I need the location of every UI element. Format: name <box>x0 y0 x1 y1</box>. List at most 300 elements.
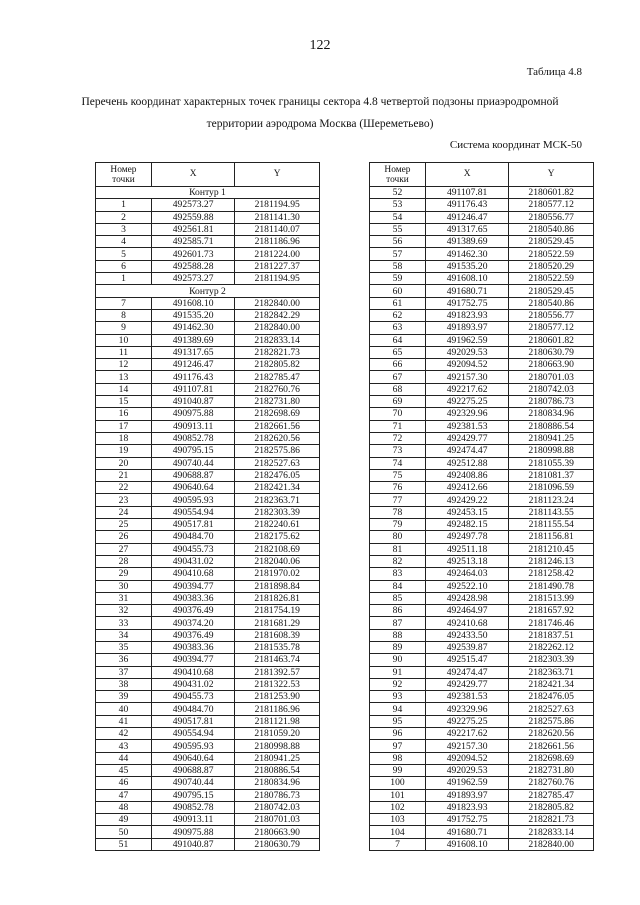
x-coordinate-cell: 491752.75 <box>425 814 508 826</box>
y-coordinate-cell: 2181194.95 <box>235 199 320 211</box>
point-number-cell: 65 <box>370 346 426 358</box>
y-coordinate-cell: 2182363.71 <box>509 666 594 678</box>
table-row <box>96 592 320 604</box>
x-coordinate-cell: 490455.73 <box>151 543 234 555</box>
x-coordinate-cell: 490975.88 <box>151 826 234 838</box>
x-coordinate-cell: 490795.15 <box>151 445 234 457</box>
table-row <box>370 691 594 703</box>
table-row <box>96 777 320 789</box>
table-row <box>370 801 594 813</box>
point-number-cell: 58 <box>370 260 426 272</box>
point-number-cell: 41 <box>96 715 152 727</box>
point-number-cell: 7 <box>96 297 152 309</box>
x-coordinate-cell: 490688.87 <box>151 764 234 776</box>
table-row <box>370 223 594 235</box>
y-coordinate-cell: 2182575.86 <box>509 715 594 727</box>
point-number-cell: 73 <box>370 445 426 457</box>
table-row <box>370 482 594 494</box>
x-coordinate-cell: 492429.77 <box>425 678 508 690</box>
y-coordinate-cell: 2180540.86 <box>509 297 594 309</box>
x-coordinate-cell: 491462.30 <box>425 248 508 260</box>
table-row <box>96 728 320 740</box>
table-row <box>370 322 594 334</box>
table-row <box>96 309 320 321</box>
y-coordinate-cell: 2181194.95 <box>235 273 320 285</box>
x-coordinate-cell: 490376.49 <box>151 605 234 617</box>
y-coordinate-cell: 2181754.19 <box>235 605 320 617</box>
y-coordinate-cell: 2182731.80 <box>235 396 320 408</box>
y-coordinate-cell: 2180520.29 <box>509 260 594 272</box>
y-coordinate-cell: 2181392.57 <box>235 666 320 678</box>
point-number-cell: 84 <box>370 580 426 592</box>
table-row <box>370 334 594 346</box>
point-number-cell: 31 <box>96 592 152 604</box>
x-coordinate-cell: 492573.27 <box>151 199 234 211</box>
x-coordinate-cell: 492474.47 <box>425 445 508 457</box>
y-coordinate-cell: 2182805.82 <box>509 801 594 813</box>
coordinates-table-left <box>95 162 320 851</box>
y-coordinate-cell: 2181898.84 <box>235 580 320 592</box>
x-coordinate-cell: 490374.20 <box>151 617 234 629</box>
point-number-cell: 97 <box>370 740 426 752</box>
y-coordinate-cell: 2181535.78 <box>235 641 320 653</box>
y-coordinate-cell: 2182575.86 <box>235 445 320 457</box>
table-row <box>96 617 320 629</box>
point-number-cell: 28 <box>96 555 152 567</box>
point-number-cell: 101 <box>370 789 426 801</box>
x-coordinate-cell: 492381.53 <box>425 420 508 432</box>
point-number-cell: 40 <box>96 703 152 715</box>
table-row <box>370 445 594 457</box>
x-coordinate-cell: 492410.68 <box>425 617 508 629</box>
point-number-cell: 24 <box>96 506 152 518</box>
y-coordinate-cell: 2181055.39 <box>509 457 594 469</box>
point-number-cell: 2 <box>96 211 152 223</box>
x-coordinate-cell: 492329.96 <box>425 408 508 420</box>
table-row <box>370 432 594 444</box>
y-coordinate-cell: 2180834.96 <box>509 408 594 420</box>
y-coordinate-cell: 2181143.55 <box>509 506 594 518</box>
x-coordinate-cell: 490376.49 <box>151 629 234 641</box>
x-coordinate-cell: 490517.81 <box>151 519 234 531</box>
point-number-cell: 71 <box>370 420 426 432</box>
y-coordinate-cell: 2182240.61 <box>235 519 320 531</box>
point-number-cell: 90 <box>370 654 426 666</box>
table-header-row <box>96 163 320 187</box>
table-row <box>96 469 320 481</box>
point-number-cell: 17 <box>96 420 152 432</box>
y-coordinate-cell: 2182108.69 <box>235 543 320 555</box>
table-body-left <box>96 187 320 851</box>
x-coordinate-cell: 490394.77 <box>151 654 234 666</box>
x-coordinate-cell: 490383.36 <box>151 592 234 604</box>
point-number-cell: 56 <box>370 236 426 248</box>
x-coordinate-cell: 491608.10 <box>425 838 508 850</box>
x-coordinate-cell: 492408.86 <box>425 469 508 481</box>
contour-section-row <box>96 285 320 297</box>
x-coordinate-cell: 490410.68 <box>151 568 234 580</box>
point-number-cell: 72 <box>370 432 426 444</box>
point-number-cell: 75 <box>370 469 426 481</box>
y-coordinate-cell: 2181463.74 <box>235 654 320 666</box>
table-row <box>370 814 594 826</box>
y-coordinate-cell: 2182303.39 <box>509 654 594 666</box>
y-coordinate-cell: 2182661.56 <box>509 740 594 752</box>
x-coordinate-cell: 492429.77 <box>425 432 508 444</box>
x-coordinate-cell: 492157.30 <box>425 371 508 383</box>
x-coordinate-cell: 491389.69 <box>151 334 234 346</box>
column-header-point-number <box>370 163 426 187</box>
x-coordinate-cell: 492601.73 <box>151 248 234 260</box>
point-number-cell: 38 <box>96 678 152 690</box>
table-row <box>370 506 594 518</box>
point-number-cell: 98 <box>370 752 426 764</box>
table-row <box>370 519 594 531</box>
table-row <box>96 408 320 420</box>
point-number-cell: 3 <box>96 223 152 235</box>
y-coordinate-cell: 2182175.62 <box>235 531 320 543</box>
table-row <box>370 592 594 604</box>
table-row <box>370 371 594 383</box>
x-coordinate-cell: 491246.47 <box>425 211 508 223</box>
point-number-cell: 16 <box>96 408 152 420</box>
x-coordinate-cell: 490431.02 <box>151 555 234 567</box>
table-row <box>96 211 320 223</box>
x-coordinate-cell: 492513.18 <box>425 555 508 567</box>
point-number-cell: 23 <box>96 494 152 506</box>
x-coordinate-cell: 490913.11 <box>151 814 234 826</box>
x-coordinate-cell: 490383.36 <box>151 641 234 653</box>
table-row <box>370 764 594 776</box>
table-row <box>96 764 320 776</box>
table-row <box>370 715 594 727</box>
point-number-cell: 33 <box>96 617 152 629</box>
y-coordinate-cell: 2182303.39 <box>235 506 320 518</box>
y-coordinate-cell: 2181140.07 <box>235 223 320 235</box>
y-coordinate-cell: 2180742.03 <box>509 383 594 395</box>
y-coordinate-cell: 2182731.80 <box>509 764 594 776</box>
point-number-cell: 60 <box>370 285 426 297</box>
table-row <box>370 777 594 789</box>
y-coordinate-cell: 2182805.82 <box>235 359 320 371</box>
y-coordinate-cell: 2181155.54 <box>509 519 594 531</box>
y-coordinate-cell: 2181837.51 <box>509 629 594 641</box>
y-coordinate-cell: 2182840.00 <box>235 322 320 334</box>
point-number-cell: 36 <box>96 654 152 666</box>
x-coordinate-cell: 491107.81 <box>151 383 234 395</box>
point-number-cell: 77 <box>370 494 426 506</box>
x-coordinate-cell: 491107.81 <box>425 187 508 199</box>
y-coordinate-cell: 2182842.29 <box>235 309 320 321</box>
table-row <box>96 432 320 444</box>
point-number-cell: 88 <box>370 629 426 641</box>
y-coordinate-cell: 2180522.59 <box>509 248 594 260</box>
point-number-cell: 7 <box>370 838 426 850</box>
table-row <box>370 666 594 678</box>
y-coordinate-cell: 2181322.53 <box>235 678 320 690</box>
y-coordinate-cell: 2181513.99 <box>509 592 594 604</box>
table-row <box>96 740 320 752</box>
table-row <box>96 678 320 690</box>
table-row <box>370 568 594 580</box>
table-row <box>96 199 320 211</box>
table-row <box>370 543 594 555</box>
y-coordinate-cell: 2180577.12 <box>509 199 594 211</box>
point-number-cell: 52 <box>370 187 426 199</box>
x-coordinate-cell: 490740.44 <box>151 777 234 789</box>
point-number-cell: 32 <box>96 605 152 617</box>
x-coordinate-cell: 491752.75 <box>425 297 508 309</box>
column-header-point-number <box>96 163 152 187</box>
point-number-cell: 89 <box>370 641 426 653</box>
table-row <box>96 703 320 715</box>
table-row <box>370 248 594 260</box>
x-coordinate-cell: 490640.64 <box>151 482 234 494</box>
y-coordinate-cell: 2182821.73 <box>235 346 320 358</box>
point-number-cell: 10 <box>96 334 152 346</box>
x-coordinate-cell: 492512.88 <box>425 457 508 469</box>
x-coordinate-cell: 491680.71 <box>425 285 508 297</box>
y-coordinate-cell: 2181253.90 <box>235 691 320 703</box>
point-number-cell: 21 <box>96 469 152 481</box>
y-coordinate-cell: 2181210.45 <box>509 543 594 555</box>
x-coordinate-cell: 491040.87 <box>151 838 234 850</box>
table-row <box>96 506 320 518</box>
point-number-cell: 49 <box>96 814 152 826</box>
x-coordinate-cell: 492429.22 <box>425 494 508 506</box>
table-row <box>96 752 320 764</box>
table-row <box>370 297 594 309</box>
x-coordinate-cell: 491317.65 <box>425 223 508 235</box>
table-row <box>96 715 320 727</box>
y-coordinate-cell: 2181224.00 <box>235 248 320 260</box>
point-number-cell: 50 <box>96 826 152 838</box>
point-number-cell: 94 <box>370 703 426 715</box>
table-row <box>96 457 320 469</box>
y-coordinate-cell: 2180529.45 <box>509 285 594 297</box>
y-coordinate-cell: 2180834.96 <box>235 777 320 789</box>
table-row <box>96 580 320 592</box>
x-coordinate-cell: 490975.88 <box>151 408 234 420</box>
x-coordinate-cell: 491893.97 <box>425 322 508 334</box>
table-row <box>96 346 320 358</box>
point-number-cell: 99 <box>370 764 426 776</box>
coordinates-table-right <box>369 162 594 851</box>
table-row <box>370 494 594 506</box>
table-row <box>96 334 320 346</box>
table-title-line1: Перечень координат характерных точек границы сектора 4.8 четвертой подзоны приаэродромной <box>81 96 559 108</box>
point-number-cell: 1 <box>96 199 152 211</box>
y-coordinate-cell: 2180577.12 <box>509 322 594 334</box>
table-body-right <box>370 187 594 851</box>
table-row <box>370 420 594 432</box>
y-coordinate-cell: 2182262.12 <box>509 641 594 653</box>
x-coordinate-cell: 492094.52 <box>425 359 508 371</box>
table-row <box>370 396 594 408</box>
y-coordinate-cell: 2180998.88 <box>509 445 594 457</box>
table-row <box>370 678 594 690</box>
table-row <box>96 248 320 260</box>
x-coordinate-cell: 491040.87 <box>151 396 234 408</box>
point-number-cell: 46 <box>96 777 152 789</box>
x-coordinate-cell: 492029.53 <box>425 346 508 358</box>
y-coordinate-cell: 2180701.03 <box>235 814 320 826</box>
x-coordinate-cell: 492157.30 <box>425 740 508 752</box>
point-number-cell: 96 <box>370 728 426 740</box>
y-coordinate-cell: 2181141.30 <box>235 211 320 223</box>
y-coordinate-cell: 2181059.20 <box>235 728 320 740</box>
point-number-cell: 79 <box>370 519 426 531</box>
y-coordinate-cell: 2182620.56 <box>509 728 594 740</box>
table-row <box>370 752 594 764</box>
y-coordinate-cell: 2180601.82 <box>509 334 594 346</box>
point-number-cell: 85 <box>370 592 426 604</box>
point-number-cell: 55 <box>370 223 426 235</box>
table-row <box>96 445 320 457</box>
table-row <box>370 199 594 211</box>
table-row <box>96 396 320 408</box>
y-coordinate-cell: 2182785.47 <box>235 371 320 383</box>
header-no-line1: Номер <box>384 164 411 175</box>
x-coordinate-cell: 492515.47 <box>425 654 508 666</box>
point-number-cell: 48 <box>96 801 152 813</box>
point-number-cell: 13 <box>96 371 152 383</box>
table-row <box>370 728 594 740</box>
x-coordinate-cell: 490455.73 <box>151 691 234 703</box>
table-row <box>96 273 320 285</box>
table-row <box>370 359 594 371</box>
x-coordinate-cell: 492029.53 <box>425 764 508 776</box>
x-coordinate-cell: 492217.62 <box>425 383 508 395</box>
x-coordinate-cell: 492329.96 <box>425 703 508 715</box>
y-coordinate-cell: 2182785.47 <box>509 789 594 801</box>
y-coordinate-cell: 2181258.42 <box>509 568 594 580</box>
table-row <box>96 654 320 666</box>
point-number-cell: 1 <box>96 273 152 285</box>
x-coordinate-cell: 491246.47 <box>151 359 234 371</box>
x-coordinate-cell: 490394.77 <box>151 580 234 592</box>
point-number-cell: 11 <box>96 346 152 358</box>
point-number-cell: 83 <box>370 568 426 580</box>
y-coordinate-cell: 2181156.81 <box>509 531 594 543</box>
table-row <box>96 420 320 432</box>
table-row <box>370 826 594 838</box>
y-coordinate-cell: 2182840.00 <box>509 838 594 850</box>
table-row <box>96 519 320 531</box>
x-coordinate-cell: 491389.69 <box>425 236 508 248</box>
column-header-y: Y <box>509 163 594 187</box>
y-coordinate-cell: 2180998.88 <box>235 740 320 752</box>
point-number-cell: 95 <box>370 715 426 727</box>
y-coordinate-cell: 2182040.06 <box>235 555 320 567</box>
y-coordinate-cell: 2182421.34 <box>235 482 320 494</box>
y-coordinate-cell: 2182661.56 <box>235 420 320 432</box>
point-number-cell: 12 <box>96 359 152 371</box>
point-number-cell: 9 <box>96 322 152 334</box>
x-coordinate-cell: 490640.64 <box>151 752 234 764</box>
header-no-line2: точки <box>386 174 409 185</box>
point-number-cell: 35 <box>96 641 152 653</box>
table-row <box>96 359 320 371</box>
y-coordinate-cell: 2181186.96 <box>235 703 320 715</box>
point-number-cell: 92 <box>370 678 426 690</box>
y-coordinate-cell: 2180630.79 <box>509 346 594 358</box>
point-number-cell: 76 <box>370 482 426 494</box>
point-number-cell: 14 <box>96 383 152 395</box>
x-coordinate-cell: 492474.47 <box>425 666 508 678</box>
y-coordinate-cell: 2180786.73 <box>509 396 594 408</box>
x-coordinate-cell: 492464.97 <box>425 605 508 617</box>
y-coordinate-cell: 2182760.76 <box>509 777 594 789</box>
page-number: 122 <box>309 38 331 53</box>
column-header-y: Y <box>235 163 320 187</box>
y-coordinate-cell: 2182476.05 <box>235 469 320 481</box>
point-number-cell: 6 <box>96 260 152 272</box>
y-coordinate-cell: 2182620.56 <box>235 432 320 444</box>
point-number-cell: 63 <box>370 322 426 334</box>
x-coordinate-cell: 492559.88 <box>151 211 234 223</box>
y-coordinate-cell: 2180786.73 <box>235 789 320 801</box>
table-row <box>370 346 594 358</box>
point-number-cell: 87 <box>370 617 426 629</box>
column-header-x: X <box>151 163 234 187</box>
point-number-cell: 53 <box>370 199 426 211</box>
table-row <box>370 211 594 223</box>
point-number-cell: 64 <box>370 334 426 346</box>
point-number-cell: 34 <box>96 629 152 641</box>
y-coordinate-cell: 2181657.92 <box>509 605 594 617</box>
point-number-cell: 30 <box>96 580 152 592</box>
point-number-cell: 20 <box>96 457 152 469</box>
point-number-cell: 82 <box>370 555 426 567</box>
table-row <box>370 703 594 715</box>
x-coordinate-cell: 490554.94 <box>151 728 234 740</box>
y-coordinate-cell: 2182527.63 <box>235 457 320 469</box>
column-header-x: X <box>425 163 508 187</box>
table-row <box>370 285 594 297</box>
x-coordinate-cell: 491176.43 <box>425 199 508 211</box>
point-number-cell: 15 <box>96 396 152 408</box>
table-row <box>96 236 320 248</box>
y-coordinate-cell: 2182833.14 <box>509 826 594 838</box>
x-coordinate-cell: 491176.43 <box>151 371 234 383</box>
table-row <box>370 617 594 629</box>
point-number-cell: 39 <box>96 691 152 703</box>
x-coordinate-cell: 492433.50 <box>425 629 508 641</box>
point-number-cell: 81 <box>370 543 426 555</box>
contour-label: Контур 2 <box>96 285 320 297</box>
point-number-cell: 44 <box>96 752 152 764</box>
y-coordinate-cell: 2181227.37 <box>235 260 320 272</box>
point-number-cell: 47 <box>96 789 152 801</box>
y-coordinate-cell: 2181746.46 <box>509 617 594 629</box>
x-coordinate-cell: 492497.78 <box>425 531 508 543</box>
table-row <box>96 223 320 235</box>
x-coordinate-cell: 490852.78 <box>151 432 234 444</box>
table-row <box>370 555 594 567</box>
table-row <box>370 383 594 395</box>
table-row <box>96 297 320 309</box>
point-number-cell: 93 <box>370 691 426 703</box>
x-coordinate-cell: 491962.59 <box>425 777 508 789</box>
point-number-cell: 80 <box>370 531 426 543</box>
table-row <box>370 260 594 272</box>
point-number-cell: 100 <box>370 777 426 789</box>
y-coordinate-cell: 2180886.54 <box>235 764 320 776</box>
y-coordinate-cell: 2182363.71 <box>235 494 320 506</box>
table-row <box>370 641 594 653</box>
table-row <box>370 236 594 248</box>
